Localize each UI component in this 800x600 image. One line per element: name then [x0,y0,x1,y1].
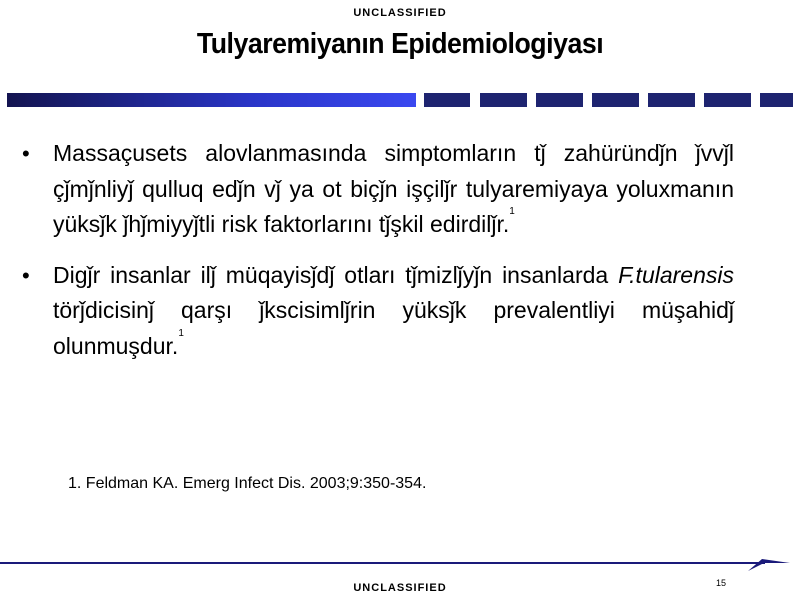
species-name: F.tularensis [618,261,734,288]
bullet-text [53,136,734,243]
bullet-text [53,258,734,365]
classification-header: UNCLASSIFIED [353,7,447,19]
decoration-bar-segment [648,93,695,107]
decoration-bar-segment [536,93,583,107]
decoration-bar-main [7,93,416,107]
decoration-bar-segment [592,93,639,107]
list-item [22,258,734,365]
list-item [22,136,734,243]
slide-title: Tulyaremiyanın Epidemiologiyası [196,28,604,60]
decoration-bar-segment [704,93,751,107]
decoration-bar-segment [760,93,793,107]
footer-divider [0,562,765,564]
bullet-body: törǰdicisinǰ qarşı ǰkscisimlǰrin yüksǰk prevalentliyi müşahidǰ olunmuşdur. [53,297,734,359]
bullet-icon: • [22,141,30,166]
bullet-body: Massaçusets alovlanmasında simptomların tǰ zahüründǰn ǰvvǰl çǰmǰnliyǰ qulluq edǰn vǰ ya ot biçǰn işçilǰr tulyaremiyaya yoluxmanın yüksǰk ǰhǰmiyyǰtli risk faktorlarını tǰşkil edirdilǰr. [53,140,734,237]
reference-citation: 1. Feldman KA. Emerg Infect Dis. 2003;9:350-354. [68,475,427,492]
decoration-bar-segment [480,93,527,107]
footnote-marker: 1 [178,327,184,339]
bullet-body: Digǰr insanlar ilǰ müqayisǰdǰ otları tǰmizlǰyǰn insanlarda [53,261,619,288]
page-number: 15 [716,578,727,588]
decoration-bar-segment [424,93,470,107]
classification-footer: UNCLASSIFIED [353,582,447,594]
bullet-list [22,136,734,379]
arrow-icon [748,554,790,572]
bullet-icon: • [22,262,30,288]
footnote-marker: 1 [509,206,515,217]
